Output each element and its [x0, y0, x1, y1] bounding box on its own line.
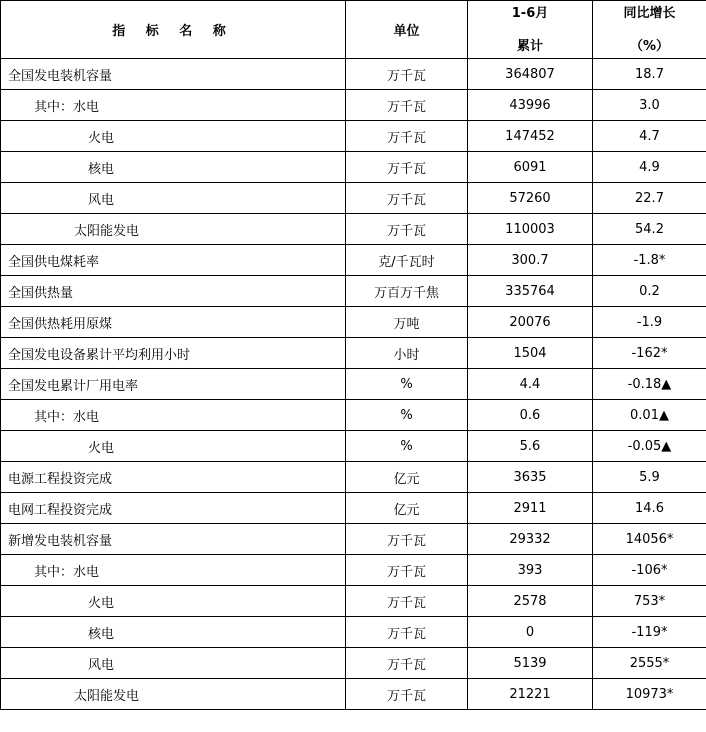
- row-growth: 3.0: [593, 90, 706, 121]
- row-value: 147452: [468, 121, 593, 152]
- row-unit: 万千瓦: [346, 648, 468, 679]
- table-row: [1, 617, 706, 648]
- row-name: 风电: [1, 648, 346, 679]
- row-growth: -0.18▲: [593, 369, 706, 400]
- row-name: 新增发电装机容量: [1, 524, 346, 555]
- row-unit: %: [346, 400, 468, 431]
- row-name: 太阳能发电: [1, 679, 346, 710]
- row-growth: -1.8*: [593, 245, 706, 276]
- row-unit: 万千瓦: [346, 121, 468, 152]
- row-name: 电源工程投资完成: [1, 462, 346, 493]
- row-value: 393: [468, 555, 593, 586]
- row-growth: 753*: [593, 586, 706, 617]
- table-row: [1, 59, 706, 90]
- row-value: 0: [468, 617, 593, 648]
- row-name: 其中：水电: [1, 555, 346, 586]
- row-unit: %: [346, 431, 468, 462]
- table-row: [1, 276, 706, 307]
- row-value: 57260: [468, 183, 593, 214]
- header-growth: [593, 1, 706, 59]
- row-unit: 万千瓦: [346, 183, 468, 214]
- row-unit: 万千瓦: [346, 524, 468, 555]
- row-unit: 万千瓦: [346, 90, 468, 121]
- row-value: 29332: [468, 524, 593, 555]
- table-row: [1, 586, 706, 617]
- row-unit: 万千瓦: [346, 152, 468, 183]
- row-name: 全国发电装机容量: [1, 59, 346, 90]
- row-name: 其中：水电: [1, 400, 346, 431]
- row-unit: 万吨: [346, 307, 468, 338]
- row-growth: -106*: [593, 555, 706, 586]
- row-growth: 0.2: [593, 276, 706, 307]
- row-name: 电网工程投资完成: [1, 493, 346, 524]
- row-name: 全国发电设备累计平均利用小时: [1, 338, 346, 369]
- header-cumulative-label: 累计: [516, 39, 543, 54]
- header-growth-unit: （%）: [629, 39, 670, 54]
- table-row: [1, 555, 706, 586]
- table-row: [1, 493, 706, 524]
- row-value: 364807: [468, 59, 593, 90]
- row-value: 3635: [468, 462, 593, 493]
- row-value: 2911: [468, 493, 593, 524]
- row-value: 6091: [468, 152, 593, 183]
- row-value: 5139: [468, 648, 593, 679]
- row-value: 20076: [468, 307, 593, 338]
- table-row: [1, 400, 706, 431]
- header-cumulative: [468, 1, 593, 59]
- table-row: [1, 648, 706, 679]
- row-unit: 万千瓦: [346, 679, 468, 710]
- row-unit: 万千瓦: [346, 214, 468, 245]
- row-name: 火电: [1, 586, 346, 617]
- row-growth: 5.9: [593, 462, 706, 493]
- row-growth: 0.01▲: [593, 400, 706, 431]
- row-value: 4.4: [468, 369, 593, 400]
- row-growth: 2555*: [593, 648, 706, 679]
- row-name: 火电: [1, 431, 346, 462]
- row-growth: 4.9: [593, 152, 706, 183]
- row-growth: 10973*: [593, 679, 706, 710]
- row-unit: 万千瓦: [346, 617, 468, 648]
- row-unit: 万千瓦: [346, 59, 468, 90]
- row-growth: 18.7: [593, 59, 706, 90]
- table-row: [1, 121, 706, 152]
- table-row: [1, 524, 706, 555]
- row-name: 全国供热量: [1, 276, 346, 307]
- row-growth: 14056*: [593, 524, 706, 555]
- table-header: [1, 1, 706, 59]
- table-row: [1, 679, 706, 710]
- row-name: 全国供电煤耗率: [1, 245, 346, 276]
- table-row: [1, 152, 706, 183]
- row-value: 2578: [468, 586, 593, 617]
- row-name: 太阳能发电: [1, 214, 346, 245]
- row-name: 火电: [1, 121, 346, 152]
- table-row: [1, 183, 706, 214]
- header-unit: 单位: [346, 1, 468, 59]
- row-growth: -119*: [593, 617, 706, 648]
- row-value: 300.7: [468, 245, 593, 276]
- table-row: [1, 307, 706, 338]
- row-unit: 万千瓦: [346, 586, 468, 617]
- table-row: [1, 214, 706, 245]
- row-growth: 4.7: [593, 121, 706, 152]
- row-value: 110003: [468, 214, 593, 245]
- row-growth: -162*: [593, 338, 706, 369]
- row-unit: 克/千瓦时: [346, 245, 468, 276]
- table-row: [1, 338, 706, 369]
- row-value: 335764: [468, 276, 593, 307]
- row-name: 全国发电累计厂用电率: [1, 369, 346, 400]
- row-growth: 54.2: [593, 214, 706, 245]
- row-name: 其中：水电: [1, 90, 346, 121]
- row-value: 43996: [468, 90, 593, 121]
- table-row: [1, 369, 706, 400]
- row-name: 风电: [1, 183, 346, 214]
- row-name: 全国供热耗用原煤: [1, 307, 346, 338]
- table-row: [1, 245, 706, 276]
- row-value: 1504: [468, 338, 593, 369]
- row-value: 0.6: [468, 400, 593, 431]
- row-unit: 万千瓦: [346, 555, 468, 586]
- row-growth: -0.05▲: [593, 431, 706, 462]
- row-growth: 22.7: [593, 183, 706, 214]
- table-body: [1, 59, 706, 710]
- header-growth-label: 同比增长: [623, 6, 676, 21]
- row-unit: 亿元: [346, 493, 468, 524]
- row-growth: 14.6: [593, 493, 706, 524]
- row-value: 5.6: [468, 431, 593, 462]
- header-indicator-name: 指 标 名 称: [1, 1, 346, 59]
- row-unit: %: [346, 369, 468, 400]
- row-unit: 小时: [346, 338, 468, 369]
- row-value: 21221: [468, 679, 593, 710]
- table-row: [1, 90, 706, 121]
- table-row: [1, 462, 706, 493]
- row-growth: -1.9: [593, 307, 706, 338]
- header-row: [1, 1, 706, 59]
- table-row: [1, 431, 706, 462]
- row-unit: 万百万千焦: [346, 276, 468, 307]
- row-name: 核电: [1, 617, 346, 648]
- header-cumulative-period: 1-6月: [511, 6, 549, 21]
- row-unit: 亿元: [346, 462, 468, 493]
- row-name: 核电: [1, 152, 346, 183]
